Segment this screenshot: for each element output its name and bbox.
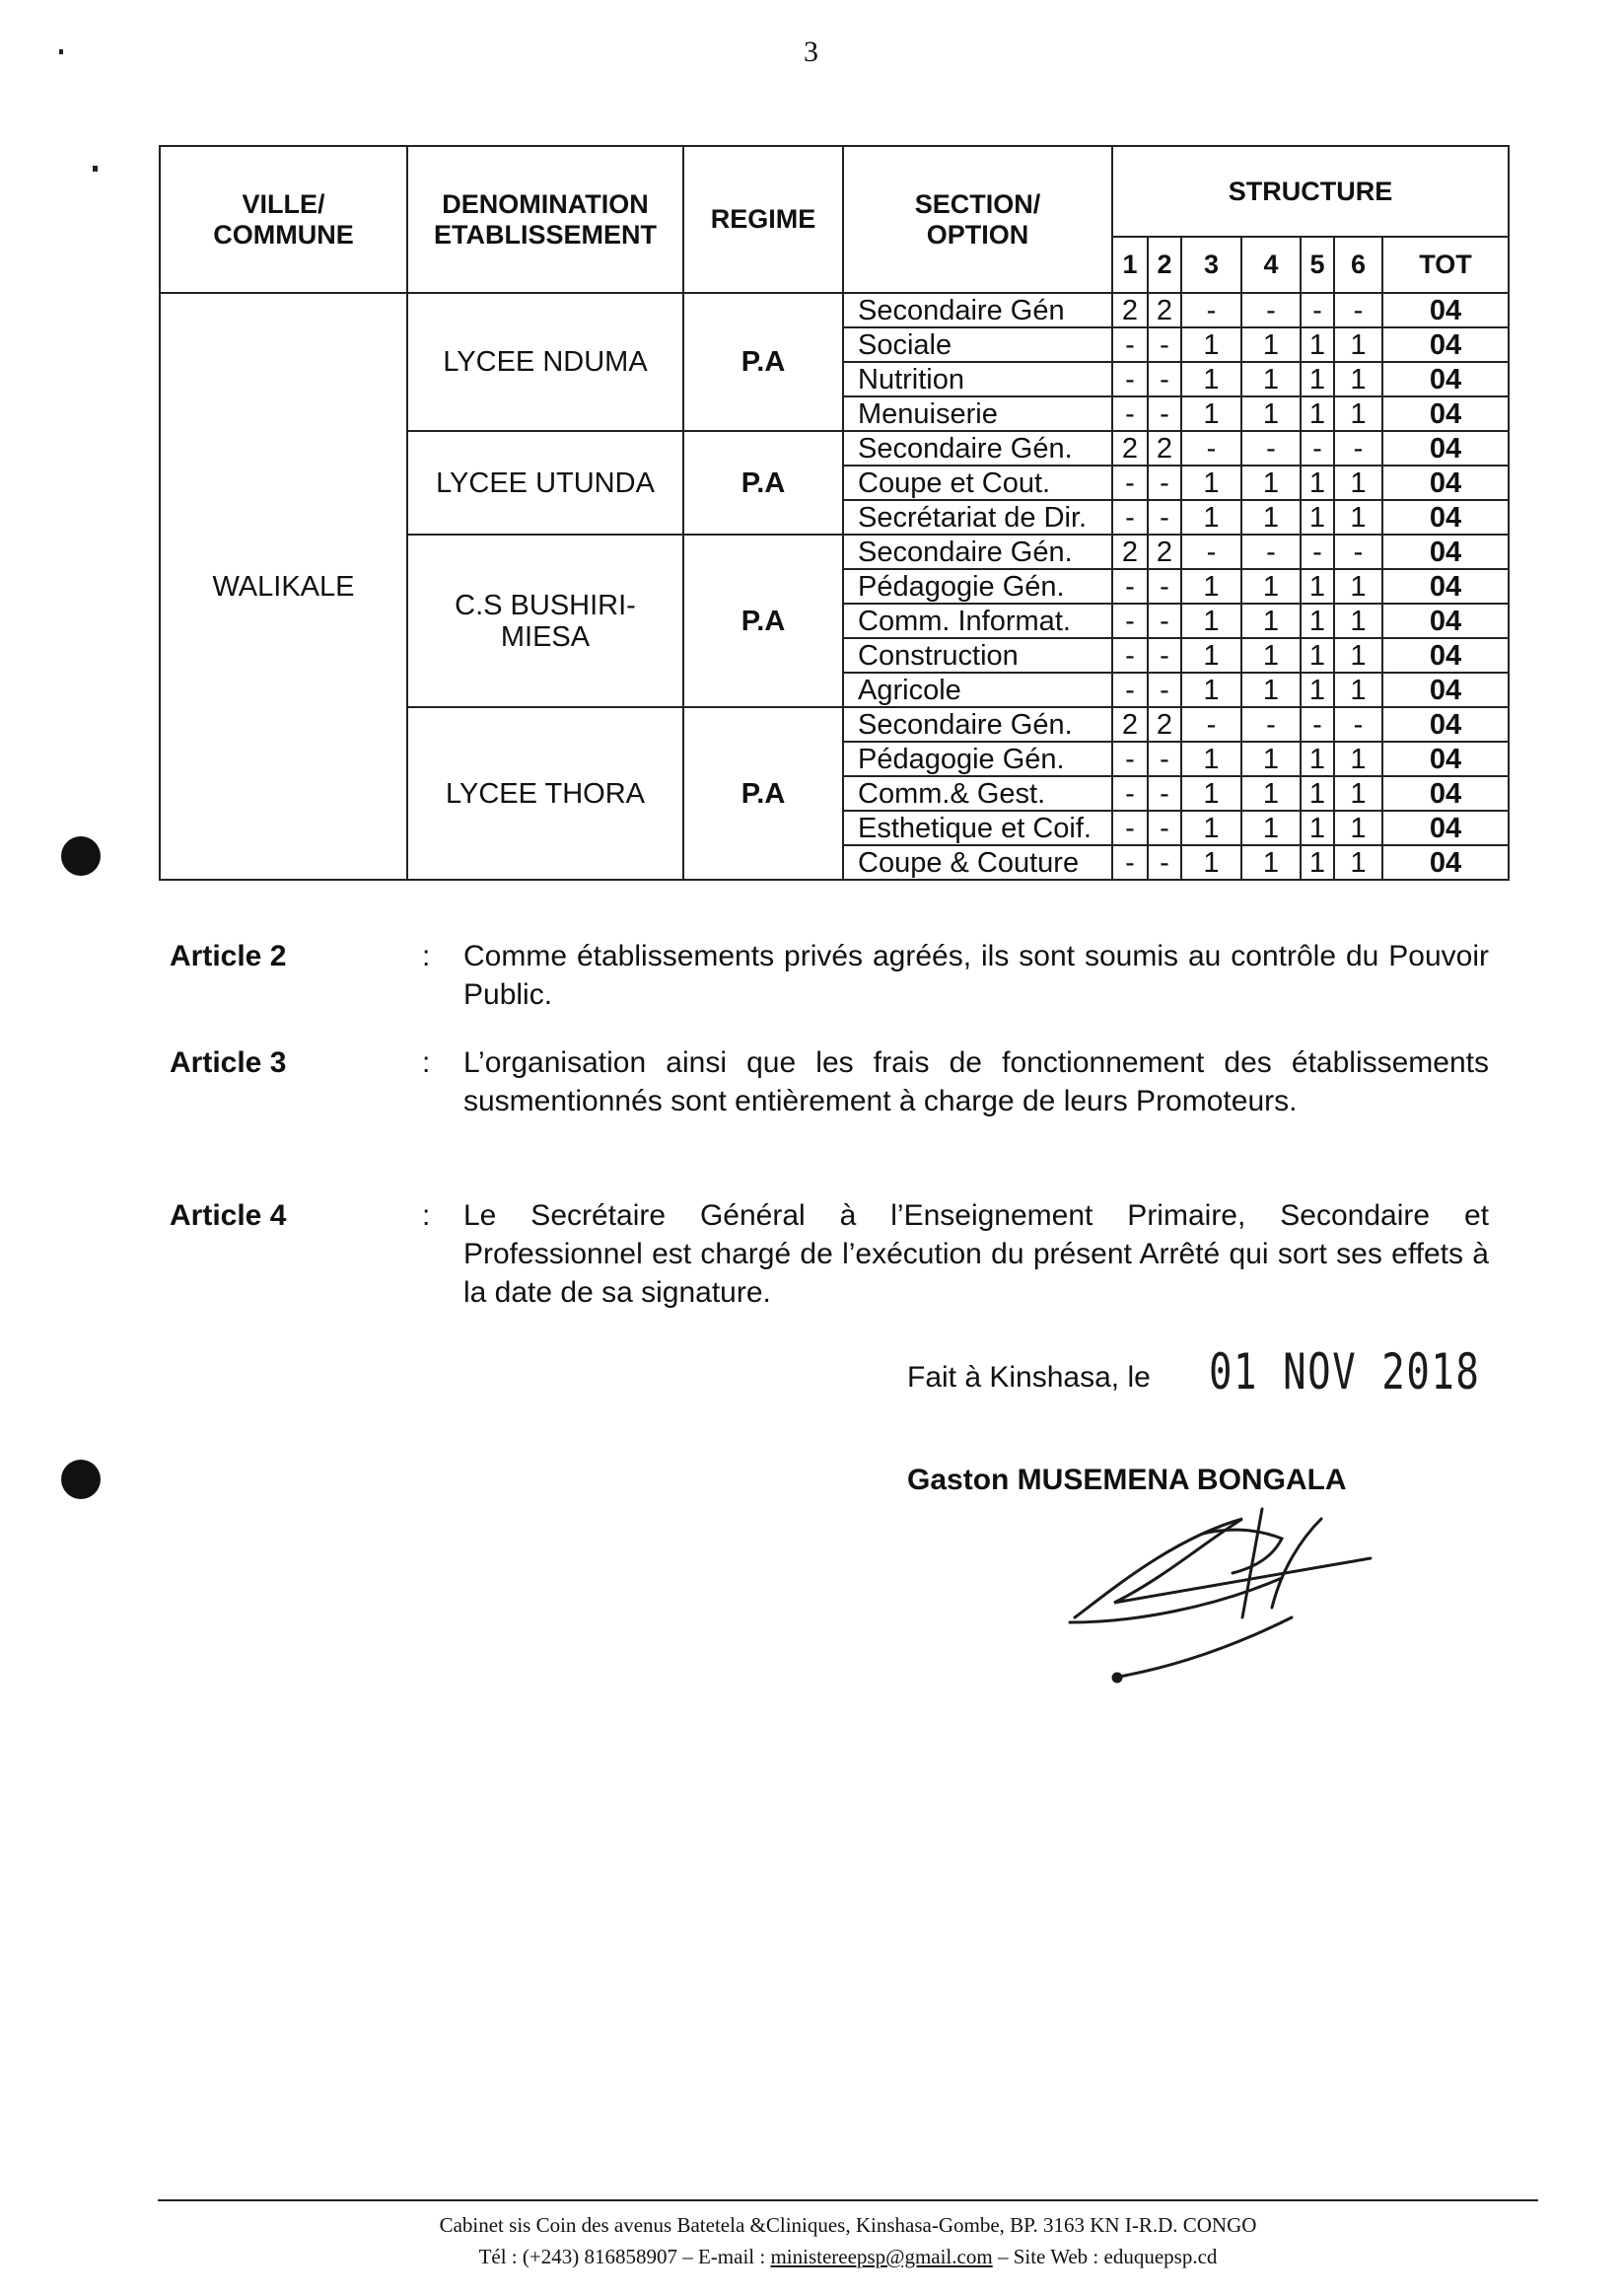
- level-value-cell: -: [1301, 535, 1334, 569]
- level-value-cell: 1: [1241, 638, 1301, 673]
- level-value-cell: 2: [1112, 535, 1148, 569]
- level-value-cell: 1: [1241, 466, 1301, 500]
- header-level: 4: [1241, 237, 1301, 293]
- level-value-cell: 1: [1301, 362, 1334, 396]
- level-value-cell: 1: [1301, 466, 1334, 500]
- etablissement-name: LYCEE UTUNDA: [407, 431, 683, 535]
- level-value-cell: -: [1148, 845, 1181, 880]
- level-value-cell: 1: [1181, 604, 1241, 638]
- section-cell: Pédagogie Gén.: [843, 569, 1112, 604]
- level-value-cell: -: [1334, 707, 1382, 742]
- section-cell: Secrétariat de Dir.: [843, 500, 1112, 535]
- total-cell: 04: [1382, 431, 1509, 466]
- level-value-cell: 1: [1334, 569, 1382, 604]
- level-value-cell: 1: [1334, 500, 1382, 535]
- total-cell: 04: [1382, 500, 1509, 535]
- level-value-cell: 1: [1241, 742, 1301, 776]
- section-cell: Construction: [843, 638, 1112, 673]
- article-text: Le Secrétaire Général à l’Enseignement Primaire, Secondaire et Professionnel est chargé de l’exécution du présent Arrêté qui sort ses effets à la date de sa signature.: [463, 1199, 1489, 1309]
- level-value-cell: -: [1112, 396, 1148, 431]
- header-ville: VILLE/ COMMUNE: [160, 146, 407, 293]
- article-colon: :: [422, 1199, 431, 1232]
- level-value-cell: 2: [1148, 707, 1181, 742]
- punch-hole-bottom: [61, 1460, 101, 1499]
- section-cell: Menuiserie: [843, 396, 1112, 431]
- footer-contact: [158, 2245, 1538, 2269]
- level-value-cell: -: [1301, 707, 1334, 742]
- level-value-cell: 2: [1112, 431, 1148, 466]
- level-value-cell: 2: [1148, 535, 1181, 569]
- ville-cell: WALIKALE: [160, 293, 407, 880]
- level-value-cell: -: [1241, 535, 1301, 569]
- level-value-cell: 1: [1181, 569, 1241, 604]
- level-value-cell: -: [1112, 776, 1148, 811]
- level-value-cell: -: [1241, 707, 1301, 742]
- level-value-cell: 1: [1181, 776, 1241, 811]
- regime-cell: P.A: [683, 293, 843, 431]
- section-cell: Esthetique et Coif.: [843, 811, 1112, 845]
- date-stamp: 01 NOV 2018: [1209, 1343, 1481, 1400]
- total-cell: 04: [1382, 569, 1509, 604]
- footer-tel: Tél : (+243) 816858907: [478, 2245, 677, 2268]
- level-value-cell: -: [1148, 466, 1181, 500]
- section-cell: Sociale: [843, 327, 1112, 362]
- level-value-cell: -: [1112, 500, 1148, 535]
- level-value-cell: -: [1241, 293, 1301, 327]
- level-value-cell: 2: [1148, 293, 1181, 327]
- level-value-cell: 2: [1112, 293, 1148, 327]
- total-cell: 04: [1382, 466, 1509, 500]
- level-value-cell: -: [1301, 293, 1334, 327]
- level-value-cell: 1: [1181, 673, 1241, 707]
- level-value-cell: -: [1301, 431, 1334, 466]
- section-cell: Pédagogie Gén.: [843, 742, 1112, 776]
- level-value-cell: 1: [1334, 638, 1382, 673]
- level-value-cell: -: [1181, 293, 1241, 327]
- level-value-cell: -: [1148, 742, 1181, 776]
- level-value-cell: 2: [1112, 707, 1148, 742]
- level-value-cell: 1: [1334, 673, 1382, 707]
- article-label: Article 3: [170, 1046, 287, 1079]
- level-value-cell: 1: [1334, 604, 1382, 638]
- level-value-cell: 1: [1301, 569, 1334, 604]
- total-cell: 04: [1382, 811, 1509, 845]
- level-value-cell: 1: [1241, 604, 1301, 638]
- level-value-cell: 1: [1181, 362, 1241, 396]
- level-value-cell: -: [1241, 431, 1301, 466]
- regime-cell: P.A: [683, 431, 843, 535]
- article-text: L’organisation ainsi que les frais de fonctionnement des établissements susmentionnés sont entièrement à charge de leurs Promoteurs.: [463, 1046, 1489, 1117]
- signatory-name: Gaston MUSEMENA BONGALA: [907, 1464, 1347, 1496]
- level-value-cell: 1: [1334, 362, 1382, 396]
- page-number: 3: [804, 36, 818, 68]
- level-value-cell: 1: [1181, 811, 1241, 845]
- article-label: Article 4: [170, 1199, 287, 1232]
- header-section: SECTION/ OPTION: [843, 146, 1112, 293]
- total-cell: 04: [1382, 293, 1509, 327]
- level-value-cell: -: [1112, 604, 1148, 638]
- level-value-cell: -: [1148, 396, 1181, 431]
- level-value-cell: 1: [1334, 845, 1382, 880]
- regime-cell: P.A: [683, 707, 843, 880]
- level-value-cell: 1: [1334, 396, 1382, 431]
- level-value-cell: -: [1112, 466, 1148, 500]
- section-cell: Comm. Informat.: [843, 604, 1112, 638]
- total-cell: 04: [1382, 327, 1509, 362]
- level-value-cell: -: [1148, 673, 1181, 707]
- level-value-cell: -: [1112, 569, 1148, 604]
- level-value-cell: 1: [1241, 811, 1301, 845]
- level-value-cell: 1: [1181, 845, 1241, 880]
- header-level: 6: [1334, 237, 1382, 293]
- section-cell: Coupe & Couture: [843, 845, 1112, 880]
- footer-web: – Site Web : eduquepsp.cd: [997, 2245, 1218, 2268]
- total-cell: 04: [1382, 742, 1509, 776]
- level-value-cell: 1: [1301, 638, 1334, 673]
- scan-speck: [59, 49, 63, 54]
- level-value-cell: 1: [1301, 604, 1334, 638]
- etablissement-name: C.S BUSHIRI- MIESA: [407, 535, 683, 707]
- scan-speck: [93, 166, 98, 172]
- level-value-cell: -: [1112, 327, 1148, 362]
- level-value-cell: 1: [1301, 776, 1334, 811]
- section-cell: Secondaire Gén.: [843, 707, 1112, 742]
- level-value-cell: -: [1148, 604, 1181, 638]
- level-value-cell: 1: [1241, 362, 1301, 396]
- header-level: 5: [1301, 237, 1334, 293]
- level-value-cell: -: [1148, 327, 1181, 362]
- section-cell: Comm.& Gest.: [843, 776, 1112, 811]
- level-value-cell: -: [1112, 362, 1148, 396]
- footer-email-link[interactable]: ministereepsp@gmail.com: [770, 2245, 993, 2268]
- level-value-cell: -: [1148, 362, 1181, 396]
- header-level: TOT: [1382, 237, 1509, 293]
- level-value-cell: 1: [1181, 500, 1241, 535]
- etablissement-name: LYCEE NDUMA: [407, 293, 683, 431]
- punch-hole-top: [61, 836, 101, 876]
- level-value-cell: 1: [1301, 845, 1334, 880]
- level-value-cell: 1: [1181, 638, 1241, 673]
- level-value-cell: 1: [1181, 466, 1241, 500]
- article-label: Article 2: [170, 940, 287, 972]
- total-cell: 04: [1382, 396, 1509, 431]
- level-value-cell: 1: [1181, 742, 1241, 776]
- level-value-cell: -: [1334, 431, 1382, 466]
- total-cell: 04: [1382, 604, 1509, 638]
- section-cell: Coupe et Cout.: [843, 466, 1112, 500]
- level-value-cell: -: [1112, 811, 1148, 845]
- level-value-cell: -: [1181, 431, 1241, 466]
- header-level: 3: [1181, 237, 1241, 293]
- footer-rule: [158, 2199, 1538, 2201]
- etablissement-name: LYCEE THORA: [407, 707, 683, 880]
- level-value-cell: 1: [1301, 742, 1334, 776]
- article-colon: :: [422, 1046, 431, 1079]
- level-value-cell: -: [1112, 673, 1148, 707]
- level-value-cell: 1: [1241, 569, 1301, 604]
- level-value-cell: 1: [1301, 500, 1334, 535]
- header-denomination: DENOMINATION ETABLISSEMENT: [407, 146, 683, 293]
- total-cell: 04: [1382, 535, 1509, 569]
- level-value-cell: -: [1334, 293, 1382, 327]
- total-cell: 04: [1382, 845, 1509, 880]
- article-colon: :: [422, 940, 431, 972]
- level-value-cell: 1: [1334, 327, 1382, 362]
- level-value-cell: -: [1148, 811, 1181, 845]
- level-value-cell: 1: [1241, 327, 1301, 362]
- level-value-cell: 1: [1241, 673, 1301, 707]
- level-value-cell: 1: [1301, 673, 1334, 707]
- level-value-cell: -: [1112, 638, 1148, 673]
- level-value-cell: -: [1148, 638, 1181, 673]
- structure-table: [159, 145, 1510, 881]
- level-value-cell: -: [1334, 535, 1382, 569]
- level-value-cell: 1: [1241, 500, 1301, 535]
- header-level: 1: [1112, 237, 1148, 293]
- regime-cell: P.A: [683, 535, 843, 707]
- level-value-cell: -: [1148, 776, 1181, 811]
- level-value-cell: 1: [1301, 811, 1334, 845]
- header-structure: STRUCTURE: [1112, 146, 1509, 237]
- total-cell: 04: [1382, 673, 1509, 707]
- level-value-cell: -: [1112, 742, 1148, 776]
- level-value-cell: 1: [1334, 742, 1382, 776]
- total-cell: 04: [1382, 707, 1509, 742]
- level-value-cell: -: [1148, 500, 1181, 535]
- total-cell: 04: [1382, 638, 1509, 673]
- footer-email-label: – E-mail :: [682, 2245, 766, 2268]
- article-text: Comme établissements privés agréés, ils sont soumis au contrôle du Pouvoir Public.: [463, 940, 1489, 1011]
- level-value-cell: 1: [1241, 845, 1301, 880]
- level-value-cell: 1: [1181, 327, 1241, 362]
- level-value-cell: 1: [1301, 396, 1334, 431]
- header-regime: REGIME: [683, 146, 843, 293]
- total-cell: 04: [1382, 776, 1509, 811]
- section-cell: Nutrition: [843, 362, 1112, 396]
- level-value-cell: 1: [1334, 466, 1382, 500]
- table-row: [160, 293, 1509, 327]
- level-value-cell: 1: [1241, 396, 1301, 431]
- level-value-cell: 1: [1334, 776, 1382, 811]
- level-value-cell: 1: [1334, 811, 1382, 845]
- section-cell: Secondaire Gén.: [843, 431, 1112, 466]
- handwritten-signature: [1055, 1499, 1410, 1686]
- level-value-cell: -: [1112, 845, 1148, 880]
- total-cell: 04: [1382, 362, 1509, 396]
- level-value-cell: -: [1148, 569, 1181, 604]
- footer-address: Cabinet sis Coin des avenus Batetela &Cliniques, Kinshasa-Gombe, BP. 3163 KN I-R.D. CONGO: [439, 2213, 1257, 2237]
- level-value-cell: 1: [1181, 396, 1241, 431]
- level-value-cell: 2: [1148, 431, 1181, 466]
- level-value-cell: 1: [1241, 776, 1301, 811]
- section-cell: Secondaire Gén.: [843, 535, 1112, 569]
- signoff-place: Fait à Kinshasa, le: [907, 1361, 1151, 1394]
- level-value-cell: -: [1181, 707, 1241, 742]
- header-level: 2: [1148, 237, 1181, 293]
- section-cell: Agricole: [843, 673, 1112, 707]
- level-value-cell: 1: [1301, 327, 1334, 362]
- section-cell: Secondaire Gén: [843, 293, 1112, 327]
- level-value-cell: -: [1181, 535, 1241, 569]
